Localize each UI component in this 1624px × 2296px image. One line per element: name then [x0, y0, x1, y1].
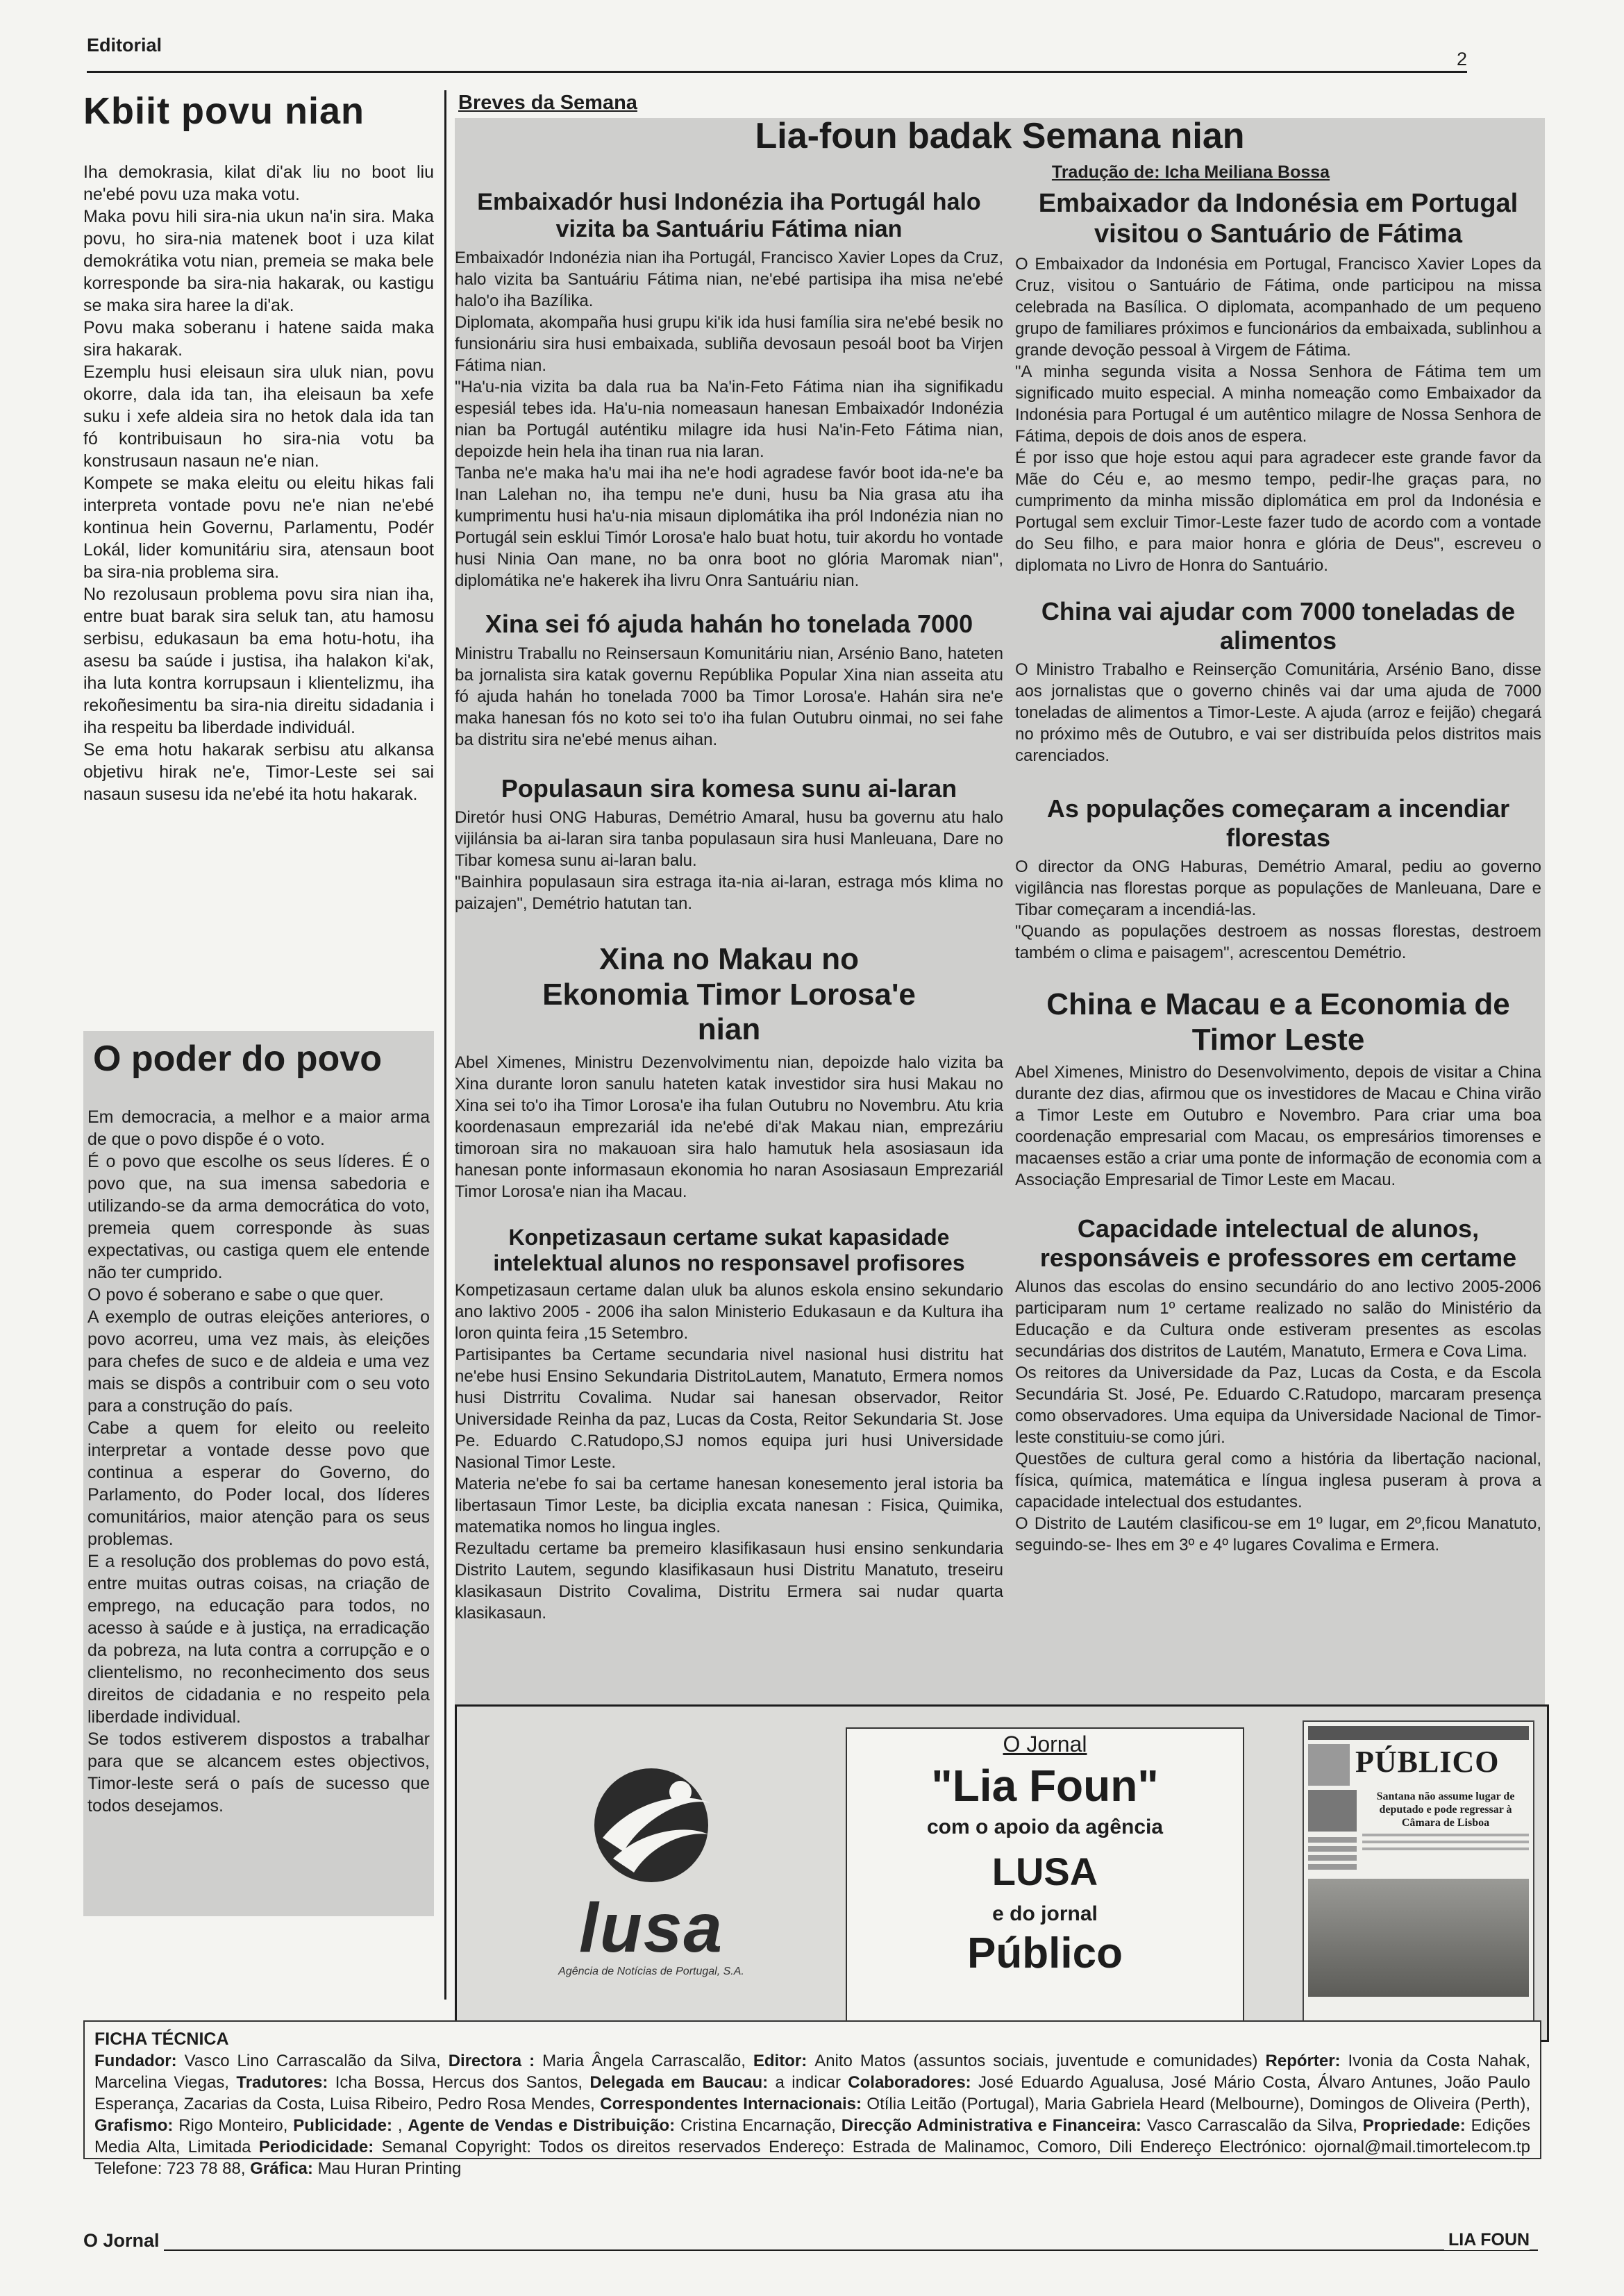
ficha-entry-value: Rigo Monteiro,	[178, 2116, 294, 2135]
ficha-entry-value: Maria Ângela Carrascalão,	[542, 2052, 753, 2070]
ficha-entry-value: Ivonia da Costa Nahak, Marcelina Viegas,	[94, 2052, 1531, 2092]
ficha-entry-value: Otília Leitão (Portugal), Maria Gabriela Heard (Melbourne), Domingos de Oliveira (Perth),	[867, 2095, 1531, 2113]
ficha-entry-value: Semanal Copyright: Todos os direitos reservados Endereço: Estrada de Malinamoc, Comoro, Dili Endereço Electrónico: ojornal@mail.timortelecom.tp Telefone: 723 78 88,	[94, 2138, 1530, 2178]
article-title: Xina no Makau no Ekonomia Timor Lorosa'e nian	[542, 941, 916, 1047]
ficha-title: FICHA TÉCNICA	[94, 2029, 229, 2049]
ficha-entry-label: Repórter:	[1265, 2052, 1348, 2070]
article-title: Capacidade intelectual de alunos, responsáveis e professores em certame	[1039, 1214, 1517, 1272]
article-text: Alunos das escolas do ensino secundário do ano lectivo 2005-2006 participaram num 1º certame realizado no salão do Ministério da Educação e da Cultura onde estiveram presentes as escolas secundárias dos distritos de Lautém, Manatuto, Ermera e Cova Lima. Os reitores da Universidade da Paz, Lucas da Costa, e da Escola Secundária St. José, Pe. Eduardo C.Ratudopo, marcaram presença como observadores. Uma equipa da Universidade Nacional de Timor-leste constituiu-se como júri. Questões de cultura geral como a história da libertação nacional, física, química, matemática e língua inglesa puseram à prova a capacidade intelectual dos estudantes. O Distrito de Lautém clasificou-se em 1º lugar, em 2º,ficou Manatuto, seguindo-se- lhes em 3º e 4º lugares Covalima e Ermera.	[1015, 1277, 1541, 1555]
lusa-name: LUSA	[991, 1850, 1098, 1893]
ficha-entry-value: José Eduardo Agualusa, José Mário Costa, Álvaro Antunes, João Paulo Esperança, Zacarias da Costa, Luisa Ribeiro, Pedro Rosa Mendes,	[94, 2073, 1530, 2113]
ficha-entry-label: Delegada em Baucau:	[589, 2073, 776, 2092]
footer-left: O Jornal	[83, 2230, 164, 2252]
ficha-entry-value: Edições Media Alta, Limitada	[94, 2116, 1530, 2156]
article-title: China vai ajudar com 7000 toneladas de alimentos	[1041, 597, 1516, 655]
ficha-entry-value: Cristina Encarnação,	[680, 2116, 842, 2135]
lusa-tagline: Agência de Notícias de Portugal, S.A.	[558, 1966, 744, 1977]
newspaper-thumb	[1308, 1744, 1350, 1786]
article-title: Populasaun sira komesa sunu ai-laran	[501, 773, 957, 803]
article-title: China e Macau e a Economia de Timor Leste	[1046, 987, 1510, 1057]
article-text: O Ministro Trabalho e Reinserção Comunitária, Arsénio Bano, disse aos jornalistas que o governo chinês vai dar uma ajuda de 7000 toneladas de alimentos a Timor-Leste. A ajuda (arroz e feijão) chegará no próximo mês de Outubro, e vai ser distribuída pelos distritos mais carenciados.	[1015, 660, 1541, 766]
article-title: Xina sei fó ajuda hahán ho tonelada 7000	[485, 610, 973, 639]
article-text: Embaixadór Indonézia nian iha Portugál, Francisco Xavier Lopes da Cruz, halo vizita ba Santuáriu Fátima nian, ne'ebé partisipa iha misa ne'ebé halo'o iha Bazílika. Diplomata, akompaña husi grupu ki'ik ida husi família sira ne'ebé besik no funsionáriu sira husi embaixada, subliña devosaun pesoál boot ba Virjen Fátima nian. "Ha'u-nia vizita ba dala rua ba Na'in-Feto Fátima nian iha signifikadu espesiál tebes ida. Ha'u-nia nomeasaun hanesan Embaixadór Indonézia nian ba Portugál auténtiku milagre ida husi Na'in-Feto Fátima nian, depoizde hein hela iha tinan rua nia laran. Tanba ne'e maka ha'u mai iha ne'e hodi agradese favór boot ida-ne'e ba Inan Lalehan no, iha tempu ne'e duni, husu ba Nia grasa atu iha kumprimentu husi ha'u-nia misaun diplomátika iha pról Indonézia nian no Portugál sein esklui Timór Lorosa'e halo buat hotu, tuir akordu ho vontade husi Ninia Oan mane, no ba onra boot no glória Maromak nian", diplomátika ne'e hakerek iha livru Onra Santuáriu nian.	[455, 249, 1003, 591]
article-text: O Embaixador da Indonésia em Portugal, Francisco Xavier Lopes da Cruz, visitou o Santuário de Fátima, onde participou na missa celebrada na Basílica. O diplomata, acompanhado de um pequeno grupo de familiares próximos e funcionários da embaixada, sublinhou a grande devoção pessoal à Virgem de Fátima. "A minha segunda visita a Nossa Senhora de Fátima tem um significado muito especial. A minha nomeação como Embaixador da Indonésia para Portugal é um autêntico milagre de Nossa Senhora de Fátima, depois de dois anos de espera. É por isso que hoje estou aqui para agradecer este grande favor da Mãe do Céu e, ao mesmo tempo, pedir-lhe graças para, no cumprimento da minha missão diplomática em prol da Indonésia e Portugal sem excluir Timor-Leste fazer tudo de acordo com a vontade do Seu filho, e para maior honra e glória de Deus", escreveu o diplomata no Livro de Honra do Santuário.	[1015, 255, 1541, 576]
jornal-label: O Jornal	[1003, 1732, 1087, 1757]
jornal-name: "Lia Foun"	[931, 1761, 1159, 1811]
breves-main-title: Lia-foun badak Semana nian	[755, 116, 1245, 156]
breves-pt-column	[1015, 189, 1541, 1556]
ficha-entry-value: Vasco Lino Carrascalão da Silva,	[184, 2052, 449, 2070]
ficha-entry-label: Colaboradores:	[848, 2073, 979, 2092]
newspaper-photo	[1308, 1879, 1529, 1997]
jornal-ad-box	[846, 1727, 1244, 2022]
ficha-entry-label: Tradutores:	[236, 2073, 335, 2092]
ficha-entry-label: Publicidade:	[293, 2116, 398, 2135]
footer-right: LIA FOUN	[1444, 2230, 1530, 2250]
ficha-entry-label: Gráfica:	[250, 2159, 318, 2178]
breves-tetum-column	[455, 189, 1003, 1624]
article-title: Embaixador da Indonésia em Portugal visitou o Santuário de Fátima	[1038, 189, 1518, 249]
section-label: Editorial	[87, 35, 162, 56]
editorial-pt-box	[83, 1031, 434, 1916]
ficha-entry-value: Icha Bossa, Hercus dos Santos,	[335, 2073, 590, 2092]
publico-newspaper-image	[1303, 1720, 1534, 2029]
editorial-title-pt: O poder do povo	[93, 1039, 382, 1079]
lusa-globe-icon	[582, 1761, 721, 1893]
newspaper-top-bar	[1308, 1726, 1529, 1740]
newspaper-masthead: PÚBLICO	[1355, 1745, 1500, 1779]
newspaper-headline: Santana não assume lugar de deputado e pode regressar à Câmara de Lisboa	[1376, 1791, 1515, 1829]
translation-credit: Tradução de: Icha Meiliana Bossa	[1051, 162, 1330, 182]
article-title: Embaixadór husi Indonézia iha Portugál halo vizita ba Santuáriu Fátima nian	[477, 189, 981, 243]
ficha-text	[94, 2050, 1530, 2179]
publico-name: Público	[967, 1929, 1123, 1977]
ficha-entry-label: Grafismo:	[94, 2116, 179, 2135]
newspaper-sidebar	[1308, 1790, 1357, 1873]
ad-line-1: com o apoio da agência	[926, 1816, 1164, 1838]
ficha-tecnica-box	[83, 2020, 1541, 2178]
article-text: Abel Ximenes, Ministru Dezenvolvimentu nian, depoizde halo vizita ba Xina durante loron sanulu hateten katak investidor sira husi Makau no Xina sei to'o iha Timor Lorosa'e iha fulan Outubru no Novembru. Atu kria koordenasaun emprezariál ida ne'ebé di'ak Makau nian, emprezáriu timoroan sira no makauoan sira halo hamutuk hela asosiasaun ida hanesan ponte informasaun ekonomia ho naran Asosiasaun Emprezariál Timor Lorosa'e nian iha Macau.	[455, 1053, 1003, 1201]
header-rule	[87, 71, 1467, 73]
breves-label: Breves da Semana	[458, 92, 637, 114]
ficha-entry-value: Mau Huran Printing	[317, 2159, 462, 2178]
editorial-tetum	[83, 83, 434, 805]
page-number: 2	[1457, 49, 1468, 69]
lusa-logo	[471, 1734, 832, 2005]
column-divider-left	[444, 90, 446, 2000]
article-text: Ministru Traballu no Reinsersaun Komunitáriu nian, Arsénio Bano, hateten ba jornalista sira katak governu Repúblika Popular Xina nian asseita atu fó ajuda hahán ho tonelada 7000 ba Timor Lorosa'e. Hahán sira ne'e maka hanesan fós no koto sei to'o iha fulan Outubru oinmai, no sei fahe ba distritu sira ne'ebé menus aihan.	[455, 644, 1003, 749]
editorial-text-pt: Em democracia, a melhor e a maior arma de que o povo dispõe é o voto. É o povo que escolhe os seus líderes. É o povo que, na sua imensa sabedoria e utilizando-se da arma democrática do voto, premeia quem corresponde às suas expectativas, ou castiga quem ele entende não ter cumprido. O povo é soberano e sabe o que quer. A exemplo de outras eleições anteriores, o povo acorreu, uma vez mais, às eleições para chefes de suco e de aldeia e uma vez mais se dispôs a contribuir com o seu voto para a construção do país. Cabe a quem for eleito ou reeleito interpretar a vontade desse povo que continua a esperar do Governo, do Parlamento, do Poder local, dos líderes comunitários, maior atenção para os seus problemas. E a resolução dos problemas do povo está, entre muitas outras coisas, na criação de emprego, na educação para todos, no acesso à saúde e à justiça, na erradicação da pobreza, na luta contra a corrupção e o clientelismo, no reconhecimento dos seus direitos de cidadania e no respeito pela liberdade individual. Se todos estiverem dispostos a trabalhar para que se alcancem estes objectivos, Timor-leste será o país de sucesso que todos desejamos.	[87, 1107, 430, 1816]
footer-rule	[87, 2249, 1538, 2251]
article-title: As populações começaram a incendiar florestas	[1046, 794, 1510, 852]
ficha-entry-value: ,	[397, 2116, 408, 2135]
article-text: Diretór husi ONG Haburas, Demétrio Amaral, husu ba governu atu halo vijilánsia ba ai-laran sira tanba populasaun sira husi Manleuana, Dare no Tibar komesa sunu ai-laran balu. "Bainhira populasaun sira estraga ita-nia ai-laran, estraga mós klima no paizajen", Demétrio hatutan tan.	[455, 807, 1003, 913]
editorial-title-tetum: Kbiit povu nian	[83, 90, 365, 132]
ficha-entry-label: Propriedade:	[1362, 2116, 1471, 2135]
article-title: Konpetizasaun certame sukat kapasidade intelektual alunos no responsavel profisores	[493, 1224, 965, 1275]
ficha-entry-label: Periodicidade:	[258, 2138, 382, 2156]
ad-panel	[455, 1704, 1549, 2042]
ad-line-2: e do jornal	[992, 1902, 1098, 1925]
ficha-entry-label: Correspondentes Internacionais:	[600, 2095, 867, 2113]
ficha-entry-value: a indicar	[775, 2073, 848, 2092]
ficha-entry-label: Direcção Administrativa e Financeira:	[841, 2116, 1147, 2135]
ficha-entry-label: Editor:	[753, 2052, 815, 2070]
ficha-entry-label: Agente de Vendas e Distribuição:	[408, 2116, 680, 2135]
article-text: O director da ONG Haburas, Demétrio Amaral, pediu ao governo vigilância nas florestas porque as populações de Manleuana, Dare e Tibar começaram a incendiá-las. "Quando as populações destroem as nossas florestas, destroem também o clima e paisagem", acrescentou Demétrio.	[1015, 857, 1541, 962]
ficha-entry-value: Anito Matos (assuntos sociais, juventude e comunidades)	[814, 2052, 1266, 2070]
ficha-entry-label: Fundador:	[94, 2052, 185, 2070]
ficha-entry-value: Vasco Carrascalão da Silva,	[1146, 2116, 1363, 2135]
ficha-entry-label: Directora :	[448, 2052, 543, 2070]
editorial-text-tetum: Iha demokrasia, kilat di'ak liu no boot liu ne'ebé povu uza maka votu. Maka povu hili sira-nia ukun na'in sira. Maka povu, ho sira-nia matenek boot i uza kilat demokrátika votu nian, premeia se maka bele korresponde ba sira-nia hakarak, ou kastigu se maka sira haree la di'ak. Povu maka soberanu i hatene saida maka sira hakarak. Ezemplu husi eleisaun sira uluk nian, povu okorre, dala ida tan, iha eleisaun ba xefe suku i xefe aldeia sira no hetok dala ida tan fó kontribuisaun ho sira-nia votu ba konstrusaun nasaun ne'e nian. Kompete se maka eleitu ou eleitu hikas fali interpreta vontade povu ne'e nian ne'ebé kontinua hein Governu, Parlamentu, Podér Lokál, lider komunitáriu sira, atensaun boot ba sira-nia problema sira. No rezolusaun problema povu sira nian iha, entre buat barak sira seluk tan, atu hamosu serbisu, edukasaun ba ema hotu-hotu, iha asesu ba saúde i justisa, iha halakon ki'ak, iha luta kontra korrupsaun i klientelizmu, iha rekoñesimentu ba sira-nia direitu sidadania i iha respeitu ba liberdade individuál. Se ema hotu hakarak serbisu atu alkansa objetivu hirak ne'e, Timor-Leste sei sai nasaun susesu ida ne'ebé ita hotu hakarak.	[83, 162, 434, 804]
article-text: Kompetizasaun certame dalan uluk ba alunos eskola ensino sekundario ano laktivo 2005 - 2006 iha salon Ministerio Edukasaun e da Kultura iha loron quinta feira ,15 Setembro. Partisipantes ba Certame secundaria nivel nasional husi distritu hat ne'ebe husi Ensino Sekundaria DistritoLautem, Manatuto, Ermera nomos husi Distrritu Covalima. Nudar sai hanesan observador, Reitor Universidade Reinha da paz, Lucas da Costa, Reitor Sekundaria St. Jose Pe. Eduardo C.Ratudopo,SJ nomos equipa juri husi Universidade Nasional Timor Leste. Materia ne'ebe fo sai ba certame hanesan konesemento jeral istoria ba libertasaun Timor Leste, ba diciplia excata nanesan : Fisica, Quimika, matematika nomos ho lingua ingles. Rezultadu certame ba premeiro klasifikasaun husi ensino senkundaria Distrito Lautem, segundo klasifikasaun husi Distritu Manatuto, treseiru klasikasaun Distrito Covalima, Distritu Ermera sai nudar quarta klasikasaun.	[455, 1281, 1003, 1623]
article-text: Abel Ximenes, Ministro do Desenvolvimento, depois de visitar a China durante dez dias, afirmou que os investidores de Macau e China virão a Timor Leste em Outubro e Novembro. Para criar uma boa coordenação empresarial com Macau, os empresários timorenses e macaenses estão a criar uma ponte de informação de economia com a Associação Empresarial de Timor Leste em Macau.	[1015, 1063, 1541, 1190]
lusa-wordmark: lusa	[578, 1889, 724, 1967]
